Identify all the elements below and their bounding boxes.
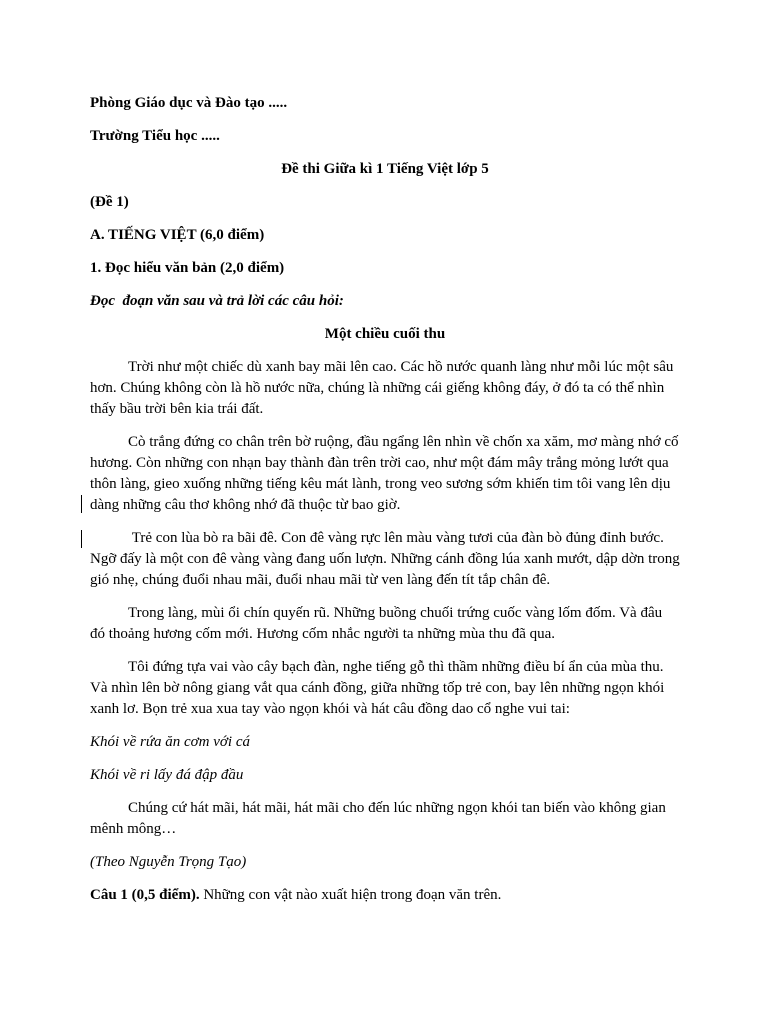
question-1 (90, 885, 680, 906)
section-title: A. TIẾNG VIỆT (6,0 điểm) (90, 227, 265, 243)
passage-paragraph: Trời như một chiếc dù xanh bay mãi lên cao. Các hồ nước quanh làng như mỗi lúc một sâu hơn. Chúng không còn là hồ nước nữa, chúng là những cái giếng không đáy, ở đó ta có thể nhìn thấy bầu trời bên kia trái đất. (90, 359, 674, 417)
verse-line: Khói về rứa ăn cơm với cá (90, 734, 250, 750)
exam-title: Đề thi Giữa kì 1 Tiếng Việt lớp 5 (281, 161, 489, 177)
closing-paragraph: Chúng cứ hát mãi, hát mãi, hát mãi cho đến lúc những ngọn khói tan biến vào không gian mênh mông… (90, 800, 666, 837)
department-line: Phòng Giáo dục và Đào tạo ..... (90, 95, 288, 111)
instruction-line: Đọc đoạn văn sau và trả lời các câu hỏi: (90, 293, 344, 309)
question-text: Những con vật nào xuất hiện trong đoạn văn trên. (199, 887, 502, 903)
verse-line: Khói về ri lấy đá đập đầu (90, 767, 244, 783)
passage-paragraph: Trẻ con lùa bò ra bãi đê. Con đê vàng rực lên màu vàng tươi của đàn bò đủng đỉnh bước. Ngỡ đấy là một con đê vàng vàng đang uốn lượn. Những cánh đồng lúa xanh mướt, dập dờn trong gió nhẹ, chúng đuổi nhau mãi, đuổi nhau mãi từ ven làng đến tít tắp chân đê. (90, 530, 684, 588)
passage-paragraph: Cò trắng đứng co chân trên bờ ruộng, đầu ngẩng lên nhìn về chốn xa xăm, mơ màng nhớ cố hương. Còn những con nhạn bay thành đàn trên trời cao, như một đám mây trắng mỏng lướt qua thôn làng, gieo xuống những tiếng kêu mát lành, trong veo sương sớm khiến tim tôi vang lên dịu dàng những câu thơ không nhớ đã thuộc từ bao giờ. (90, 434, 679, 513)
passage-paragraph: Tôi đứng tựa vai vào cây bạch đàn, nghe tiếng gỗ thì thầm những điều bí ẩn của mùa thu. Và nhìn lên bờ nông giang vắt qua cánh đồng, giữa những tốp trẻ con, bay lên những ngọn khói xanh lơ. Bọn trẻ xua xua tay vào ngọn khói và hát câu đồng dao cổ nghe vui tai: (90, 659, 665, 717)
source-citation: (Theo Nguyễn Trọng Tạo) (90, 854, 247, 870)
passage-paragraph: Trong làng, mùi ổi chín quyến rũ. Những buồng chuối trứng cuốc vàng lốm đốm. Và đâu đó thoảng hương cốm mới. Hương cốm nhắc người ta những mùa thu đã qua. (90, 605, 663, 642)
question-label: Câu 1 (0,5 điểm). (90, 887, 200, 903)
subsection-title: 1. Đọc hiểu văn bản (2,0 điểm) (90, 260, 285, 276)
school-line: Trường Tiểu học ..... (90, 128, 220, 144)
text-cursor-mark (81, 495, 82, 513)
text-cursor-mark (81, 530, 82, 548)
document-page (90, 93, 684, 918)
exam-number: (Đề 1) (90, 194, 129, 210)
passage-title: Một chiều cuối thu (324, 326, 446, 342)
